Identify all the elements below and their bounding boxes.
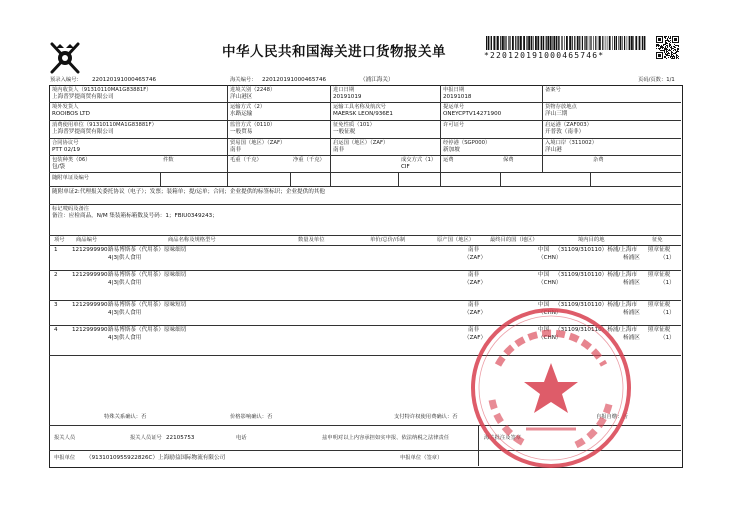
price-impact-confirm: 价格影响确认：否 [230, 414, 273, 420]
row-destination-code: （CHN） [538, 335, 562, 341]
bl-value: ONEYCPTV14271900 [443, 111, 502, 117]
import-date-label: 进口日期 [333, 87, 355, 93]
trade-country-label: 贸易国（地区）（ZAF） [230, 140, 286, 146]
start-port-value: 开普敦（南非） [545, 129, 585, 135]
row-item-no: 1 [54, 247, 58, 253]
row-item-no: 3 [54, 302, 58, 308]
row-origin-code: （ZAF） [464, 255, 487, 261]
consignee-label: 境内收货人（91310110MA1G83881F） [52, 87, 152, 93]
docs-label: 随附单证及编号 [52, 175, 90, 181]
self-report-confirm: 自报自缴：否 [596, 414, 628, 420]
docs-value: 随附单证2:代理报关委托协议（电子）；发票；装箱单；提/运单；合同；企业提供的标签标识；企业提供的其他 [52, 189, 326, 195]
declarant-cert-label: 报关人员证号 [130, 435, 162, 441]
row-origin-code: （ZAF） [464, 310, 487, 316]
agent-value: （9131010955922826C）上海励益国际物流有限公司 [86, 455, 226, 461]
row-origin: 南非 [468, 302, 480, 308]
row-levy: 照章征税 [648, 302, 671, 308]
row-origin: 南非 [468, 247, 480, 253]
import-date-value: 20191019 [333, 94, 362, 100]
page-number: 页码/页数：1/1 [638, 77, 675, 83]
terms-value: CIF [401, 164, 410, 170]
row-district-2: 杨浦区 [623, 280, 640, 286]
customs-port: （浦江海关） [360, 77, 394, 83]
freight-label: 运费 [443, 157, 454, 163]
packing-value: 包/袋 [52, 164, 66, 170]
col-header-district: 境内目的地 [578, 237, 605, 243]
shipper-label: 境外发货人 [52, 104, 79, 110]
row-district-2: 杨浦区 [623, 255, 640, 261]
row-levy-code: （1） [660, 335, 675, 341]
row-commodity-code: 1212999990 [72, 302, 108, 308]
declarant-cert-value: 22105753 [166, 435, 195, 441]
row-destination: 中国 [538, 327, 550, 333]
supervision-label: 监管方式（0110） [230, 122, 276, 128]
bl-label: 提运单号 [443, 104, 465, 110]
barcode-image [486, 36, 646, 50]
row-district-2: 杨浦区 [623, 335, 640, 341]
declare-date-value: 20191018 [443, 94, 472, 100]
row-destination-code: （CHN） [538, 310, 562, 316]
row-origin: 南非 [468, 327, 480, 333]
vessel-value: MAERSK LEON/936E1 [333, 111, 393, 117]
row-levy-code: （1） [660, 280, 675, 286]
row-commodity-name: 路易博斯茶（代用茶）原味细切 [108, 327, 187, 333]
via-port-value: 新加坡 [443, 147, 460, 153]
row-origin-code: （ZAF） [464, 280, 487, 286]
pre-entry-no: 220120191000465746 [92, 77, 157, 83]
contract-label: 合同协议号 [52, 140, 79, 146]
row-destination: 中国 [538, 247, 550, 253]
row-commodity-name: 路易博斯茶（代用茶）原味短切 [108, 302, 187, 308]
col-header-dest: 最终目的国（地区） [490, 237, 538, 243]
packing-label: 包装种类（06） [52, 157, 91, 163]
terms-label: 成交方式（1） [401, 157, 437, 163]
row-district: （31109/310110）杨浦/上海市 [555, 302, 638, 308]
row-origin-code: （ZAF） [464, 335, 487, 341]
col-header-origin: 原产国（地区） [437, 237, 475, 243]
col-header-levy: 征免 [652, 237, 663, 243]
customs-emblem-icon [44, 38, 86, 80]
col-header-no: 项号 [54, 237, 65, 243]
row-levy-code: （1） [660, 255, 675, 261]
row-commodity-spec: 4|3|供人食用 [108, 335, 142, 341]
row-district-2: 杨浦区 [623, 310, 640, 316]
company-seal-stamp [468, 305, 634, 471]
shipper-value: ROOIBOS LTD [52, 111, 90, 117]
row-destination: 中国 [538, 272, 550, 278]
misc-label: 杂费 [593, 157, 604, 163]
row-item-no: 4 [54, 327, 58, 333]
qr-code-icon [656, 36, 679, 59]
declarant-label: 报关人员 [54, 435, 76, 441]
royalty-confirm: 支付特许权使用费确认：否 [394, 414, 458, 420]
barcode-number: *220120191000465746* [484, 51, 605, 60]
license-label: 许可证号 [443, 122, 465, 128]
row-levy-code: （1） [660, 310, 675, 316]
consumer-label: 消费使用单位（91310110MA1G83881F） [52, 122, 157, 128]
exemption-label: 征免性质（101） [333, 122, 375, 128]
agent-stamp-label: 申报单位（签章） [400, 455, 443, 461]
record-no-label: 备案号 [545, 87, 561, 93]
contract-value: PTT 02/19 [52, 147, 81, 153]
row-commodity-code: 1212999990 [72, 327, 108, 333]
origin-country-value: 南非 [333, 147, 345, 153]
transport-value: 水路运输 [230, 111, 253, 117]
row-item-no: 2 [54, 272, 58, 278]
row-levy: 照章征税 [648, 327, 671, 333]
row-destination-code: （CHN） [538, 280, 562, 286]
entry-place-label: 入境口岸（311002） [545, 140, 598, 146]
gross-weight-label: 毛重（千克） [230, 157, 262, 163]
consumer-value: 上海普罗提商贸有限公司 [52, 129, 114, 135]
vessel-label: 运输工具名称及航次号 [333, 104, 386, 110]
row-origin: 南非 [468, 272, 480, 278]
exemption-value: 一般征税 [333, 129, 356, 135]
via-port-label: 经停港（SGP000） [443, 140, 491, 146]
pre-entry-label: 预录入编号： [50, 77, 82, 83]
remarks-value: 备注：应检商品，N/M 集装箱标箱数及号码：1；FBIU0349243； [52, 213, 218, 219]
storage-value: 洋山三期 [545, 111, 568, 117]
start-port-label: 启运港（ZAF003） [545, 122, 592, 128]
row-commodity-name: 路易博斯茶（代用茶）原味细切 [108, 272, 187, 278]
consignee-value: 上海普罗提商贸有限公司 [52, 94, 114, 100]
net-weight-label: 净重（千克） [293, 157, 325, 163]
transport-label: 运输方式（2） [230, 104, 266, 110]
row-commodity-name: 路易博斯茶（代用茶）原味细切 [108, 247, 187, 253]
form-title: 中华人民共和国海关进口货物报关单 [222, 44, 446, 60]
row-levy: 照章征税 [648, 272, 671, 278]
row-district: （31109/310110）杨浦/上海市 [555, 247, 638, 253]
statement-text: 兹申明对以上内容承担如实申报、依法纳税之法律责任 [322, 435, 450, 441]
row-commodity-spec: 4|3|供人食用 [108, 310, 142, 316]
row-district: （31109/310110）杨浦/上海市 [555, 272, 638, 278]
row-district: （31109/310110）杨浦/上海市 [555, 327, 638, 333]
supervision-value: 一般贸易 [230, 129, 253, 135]
storage-label: 货物存放地点 [545, 104, 577, 110]
trade-country-value: 南非 [230, 147, 242, 153]
customs-no: 220120191000465746 [262, 77, 327, 83]
row-destination: 中国 [538, 302, 550, 308]
declare-date-label: 申报日期 [443, 87, 465, 93]
insurance-label: 保费 [503, 157, 514, 163]
row-levy: 照章征税 [648, 247, 671, 253]
row-commodity-code: 1212999990 [72, 272, 108, 278]
entry-place-value: 洋山港 [545, 147, 562, 153]
row-commodity-spec: 4|3|供人食用 [108, 255, 142, 261]
entry-port-value: 洋山港区 [230, 94, 253, 100]
col-header-name: 商品名称及规格型号 [168, 237, 216, 243]
agent-label: 申报单位 [54, 455, 76, 461]
remarks-label: 标记唛码及备注 [52, 206, 90, 212]
special-relation-confirm: 特殊关系确认：否 [104, 414, 147, 420]
row-commodity-code: 1212999990 [72, 247, 108, 253]
customs-remark-label: 海关批注及签章 [484, 435, 522, 441]
col-header-price: 单价/总价/币制 [370, 237, 406, 243]
customs-no-label: 海关编号： [230, 77, 257, 83]
col-header-code: 商品编号 [76, 237, 98, 243]
phone-label: 电话 [236, 435, 247, 441]
row-destination-code: （CHN） [538, 255, 562, 261]
entry-port-label: 进境关别（2248） [230, 87, 276, 93]
col-header-qty: 数量及单位 [298, 237, 325, 243]
row-commodity-spec: 4|3|供人食用 [108, 280, 142, 286]
pieces-label: 件数 [163, 157, 174, 163]
origin-country-label: 启运国（地区）（ZAF） [333, 140, 389, 146]
